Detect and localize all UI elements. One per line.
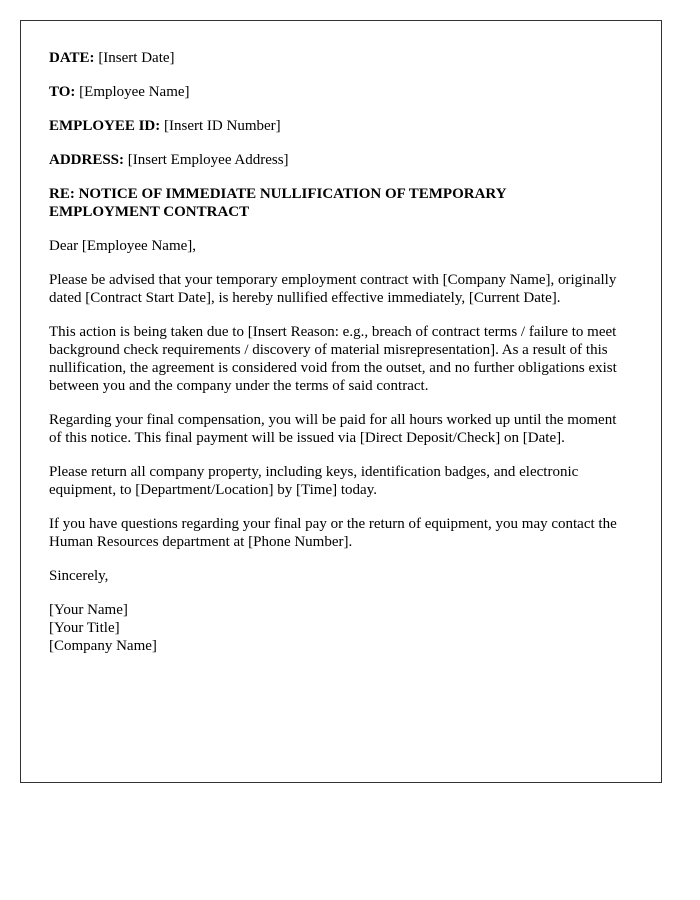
body-paragraph: This action is being taken due to [Insert Reason: e.g., breach of contract terms / failure to meet background check requirements / discovery of material misrepresentation]. As a result of this nullification, the agreement is considered void from the outset, and no further obligations exist between you and the company under the terms of said contract. bbox=[49, 324, 617, 394]
date-label: DATE: bbox=[49, 50, 95, 66]
to-line bbox=[49, 83, 632, 101]
signer-company: [Company Name] bbox=[49, 638, 157, 654]
subject: RE: NOTICE OF IMMEDIATE NULLIFICATION OF TEMPORARY EMPLOYMENT CONTRACT bbox=[49, 186, 506, 220]
signer-name: [Your Name] bbox=[49, 602, 128, 618]
salutation: Dear [Employee Name], bbox=[49, 238, 197, 254]
employee-id-value: [Insert ID Number] bbox=[164, 118, 281, 134]
signature-block bbox=[49, 601, 632, 655]
body-paragraph: Regarding your final compensation, you will be paid for all hours worked up until the moment of this notice. This final payment will be issued via [Direct Deposit/Check] on [Date]. bbox=[49, 412, 617, 446]
date-line bbox=[49, 49, 632, 67]
letter-document bbox=[20, 20, 662, 783]
to-label: TO: bbox=[49, 84, 76, 100]
employee-id-label: EMPLOYEE ID: bbox=[49, 118, 161, 134]
employee-id-line bbox=[49, 117, 632, 135]
address-value: [Insert Employee Address] bbox=[127, 152, 289, 168]
body-paragraph: If you have questions regarding your final pay or the return of equipment, you may contact the Human Resources department at [Phone Number]. bbox=[49, 516, 617, 550]
body-paragraph: Please return all company property, including keys, identification badges, and electronic equipment, to [Department/Location] by [Time] today. bbox=[49, 464, 579, 498]
subject-line bbox=[49, 185, 632, 221]
to-value: [Employee Name] bbox=[79, 84, 190, 100]
date-value: [Insert Date] bbox=[98, 50, 175, 66]
body-paragraph: Please be advised that your temporary employment contract with [Company Name], originally dated [Contract Start Date], is hereby nullified effective immediately, [Current Date]. bbox=[49, 272, 617, 306]
address-line bbox=[49, 151, 632, 169]
closing: Sincerely, bbox=[49, 568, 109, 584]
signer-title: [Your Title] bbox=[49, 620, 120, 636]
address-label: ADDRESS: bbox=[49, 152, 125, 168]
